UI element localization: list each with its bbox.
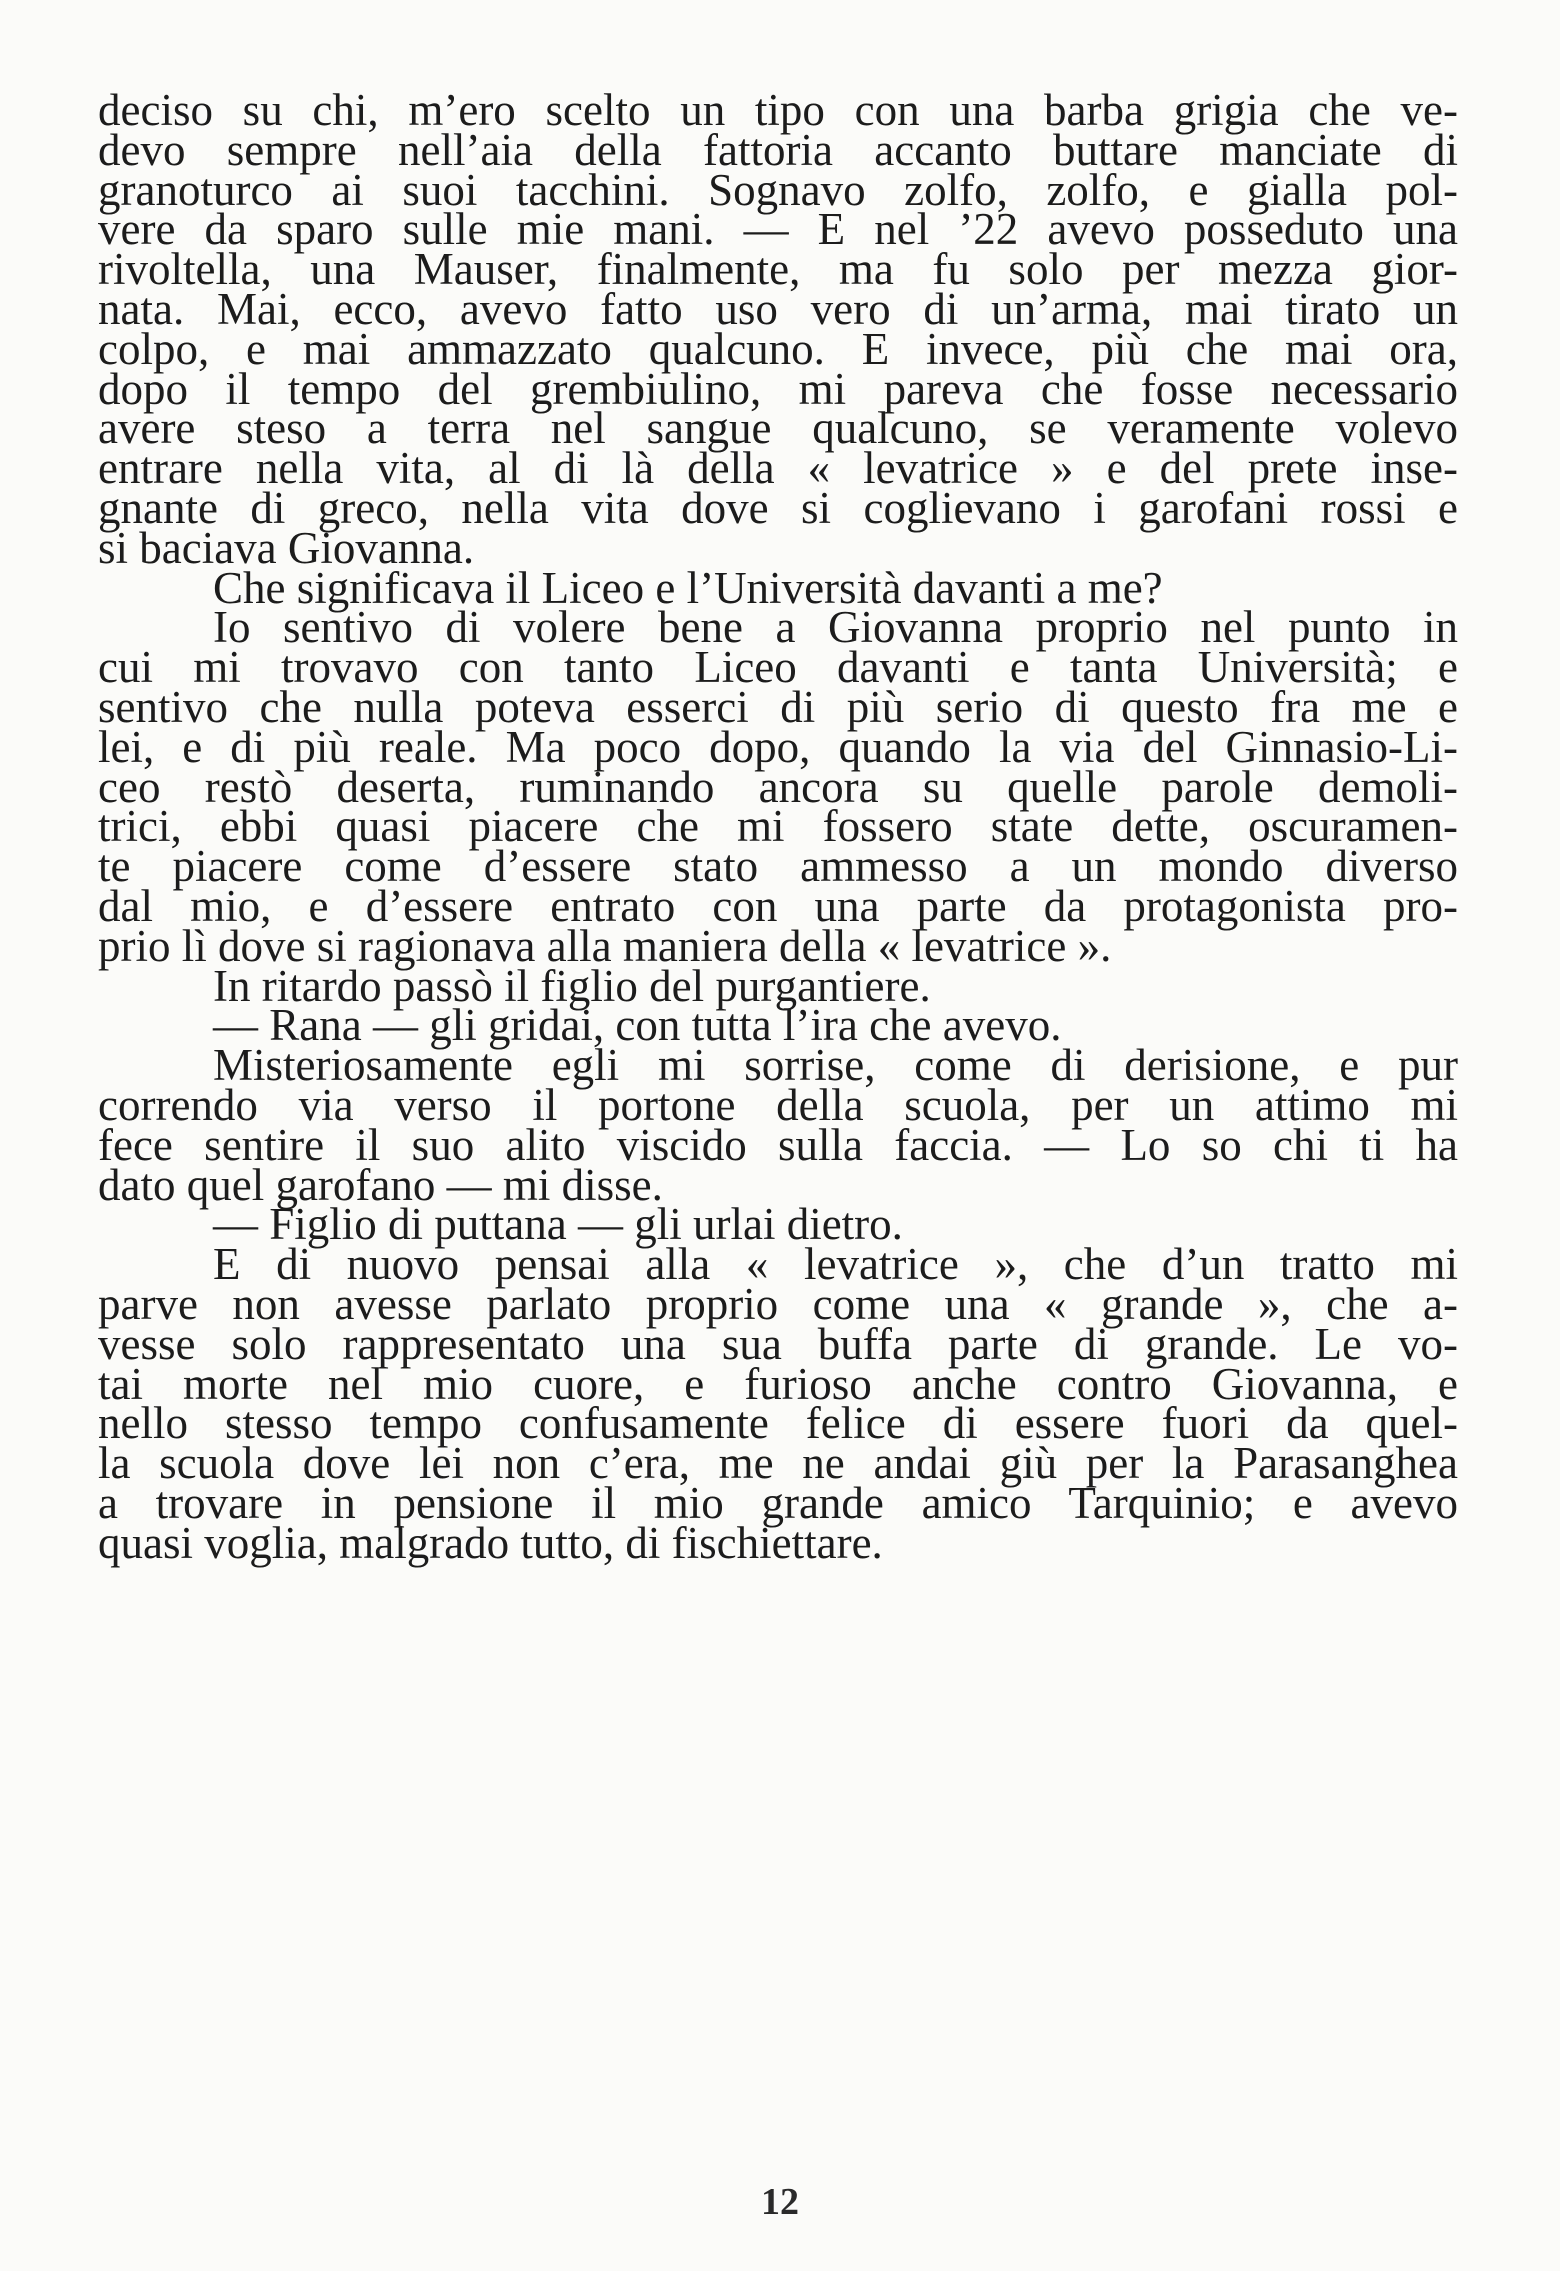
text-line: si baciava Giovanna. (98, 522, 475, 573)
text-line: nata. Mai, ecco, avevo fatto uso vero di un’arma, mai tirato un (98, 284, 1458, 334)
text-line: trici, ebbi quasi piacere che mi fossero state dette, oscuramen- (98, 801, 1458, 852)
text-line: gnante di greco, nella vita dove si coglievano i garofani rossi e (98, 483, 1458, 533)
text-line: fece sentire il suo alito viscido sulla faccia. — Lo so chi ti ha (98, 1119, 1458, 1170)
text-line: vere da sparo sulle mie mani. — E nel ’22 avevo posseduto una (98, 204, 1458, 255)
text-line: devo sempre nell’aia della fattoria accanto buttare manciate di (98, 124, 1458, 175)
text-line: dal mio, e d’essere entrato con una parte da protagonista pro- (98, 881, 1458, 931)
text-line: E di nuovo pensai alla « levatrice », che d’un tratto mi (213, 1239, 1458, 1290)
text-line: vesse solo rappresentato una sua buffa parte di grande. Le vo- (98, 1318, 1458, 1369)
text-line: rivoltella, una Mauser, finalmente, ma fu solo per mezza gior- (98, 244, 1458, 295)
text-line: dato quel garofano — mi disse. (98, 1159, 663, 1210)
text-line: colpo, e mai ammazzato qualcuno. E invece, più che mai ora, (98, 323, 1458, 374)
text-line: In ritardo passò il figlio del purgantiere. (213, 960, 931, 1011)
text-line: Io sentivo di volere bene a Giovanna proprio nel punto in (213, 602, 1458, 653)
text-line: quasi voglia, malgrado tutto, di fischiettare. (98, 1517, 883, 1568)
text-line: avere steso a terra nel sangue qualcuno, se veramente volevo (98, 403, 1458, 454)
text-line: tai morte nel mio cuore, e furioso anche contro Giovanna, e (98, 1358, 1458, 1409)
text-line: entrare nella vita, al di là della « levatrice » e del prete inse- (98, 443, 1458, 494)
text-line: correndo via verso il portone della scuola, per un attimo mi (98, 1080, 1458, 1130)
text-line: cui mi trovavo con tanto Liceo davanti e tanta Università; e (98, 642, 1458, 693)
text-line: prio lì dove si ragionava alla maniera della « levatrice ». (98, 920, 1112, 971)
text-line: te piacere come d’essere stato ammesso a un mondo diverso (98, 841, 1458, 892)
text-line: — Rana — gli gridai, con tutta l’ira che avevo. (213, 1000, 1062, 1051)
text-line: lei, e di più reale. Ma poco dopo, quando la via del Ginnasio-Li- (98, 721, 1458, 772)
text-line: Che significava il Liceo e l’Università davanti a me? (213, 562, 1163, 613)
text-line: la scuola dove lei non c’era, me ne andai giù per la Parasanghea (98, 1438, 1458, 1489)
text-line: parve non avesse parlato proprio come una « grande », che a- (98, 1279, 1458, 1329)
text-line: deciso su chi, m’ero scelto un tipo con una barba grigia che ve- (98, 85, 1458, 135)
page-number: 12 (761, 2181, 799, 2223)
text-line: dopo il tempo del grembiulino, mi pareva che fosse necessario (98, 363, 1458, 414)
text-line: ceo restò deserta, ruminando ancora su quelle parole demoli- (98, 761, 1458, 812)
text-line: a trovare in pensione il mio grande amico Tarquinio; e avevo (98, 1478, 1458, 1528)
text-line: Misteriosamente egli mi sorrise, come di derisione, e pur (213, 1040, 1458, 1091)
text-line: — Figlio di puttana — gli urlai dietro. (213, 1199, 903, 1250)
text-line: nello stesso tempo confusamente felice di essere fuori da quel- (98, 1398, 1458, 1449)
text-line: granoturco ai suoi tacchini. Sognavo zolfo, zolfo, e gialla pol- (98, 164, 1458, 215)
text-line: sentivo che nulla poteva esserci di più serio di questo fra me e (98, 682, 1458, 732)
